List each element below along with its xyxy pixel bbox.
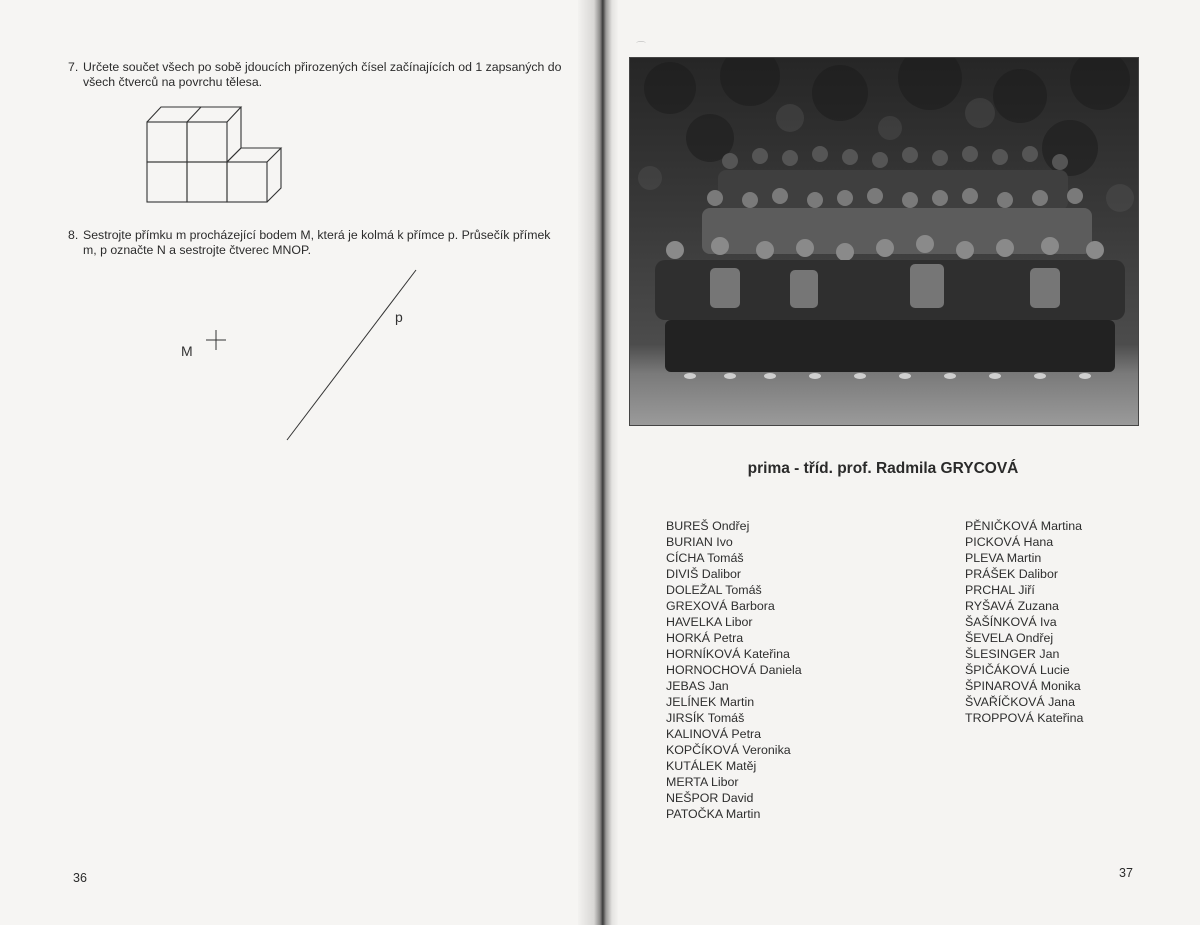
student-name: DIVIŠ Dalibor [666, 567, 742, 581]
book-gutter [578, 0, 618, 925]
student-name: JEBAS Jan [666, 679, 729, 693]
left-page [0, 0, 596, 925]
student-name: KALINOVÁ Petra [666, 727, 762, 741]
student-name: HORKÁ Petra [666, 631, 744, 645]
task-8 [68, 228, 588, 260]
student-name: KUTÁLEK Matěj [666, 759, 757, 773]
student-name: KOPČÍKOVÁ Veronika [666, 743, 791, 757]
student-name: PRCHAL Jiří [965, 583, 1035, 597]
student-name: HAVELKA Libor [666, 615, 753, 629]
student-name: ŠPINAROVÁ Monika [965, 679, 1081, 693]
student-name: RYŠAVÁ Zuzana [965, 599, 1059, 613]
student-name: TROPPOVÁ Kateřina [965, 711, 1084, 725]
line-p-label: p [395, 309, 403, 325]
student-name: JELÍNEK Martin [666, 695, 755, 709]
task-8-number: 8. [68, 228, 79, 242]
point-m-label: M [181, 343, 193, 359]
task-7-text: Určete součet všech po sobě jdoucích přirozených čísel začínajících od 1 zapsaných do všech čtverců na povrchu tělesa. [83, 60, 562, 89]
student-name: ŠLESINGER Jan [965, 647, 1060, 661]
student-name: MERTA Libor [666, 775, 739, 789]
student-name: ŠAŠÍNKOVÁ Iva [965, 615, 1057, 629]
student-name: CÍCHA Tomáš [666, 551, 744, 565]
student-name: PLEVA Martin [965, 551, 1042, 565]
student-name: ŠEVELA Ondřej [965, 631, 1054, 645]
page-number-left: 36 [73, 871, 87, 885]
line-p [287, 270, 416, 440]
page-number-right: 37 [1119, 866, 1133, 880]
construction-figure [170, 260, 430, 450]
cube-solid-figure [140, 100, 290, 210]
student-name: ŠVAŘÍČKOVÁ Jana [965, 695, 1075, 709]
student-name: ŠPIČÁKOVÁ Lucie [965, 663, 1070, 677]
student-name: PICKOVÁ Hana [965, 535, 1054, 549]
class-caption: prima - tříd. prof. Radmila GRYCOVÁ [747, 460, 1019, 477]
student-name: GREXOVÁ Barbora [666, 599, 775, 613]
scan-mark-icon: ⌒ [636, 42, 646, 53]
student-name: HORNÍKOVÁ Kateřina [666, 647, 790, 661]
student-name: DOLEŽAL Tomáš [666, 583, 762, 597]
student-name: NEŠPOR David [666, 791, 754, 805]
student-name: PRÁŠEK Dalibor [965, 567, 1058, 581]
student-name: PATOČKA Martin [666, 807, 761, 821]
student-name: BURIAN Ivo [666, 535, 733, 549]
student-name: BUREŠ Ondřej [666, 519, 750, 533]
student-name: HORNOCHOVÁ Daniela [666, 663, 802, 677]
student-list-left [666, 518, 802, 822]
student-list-right [965, 518, 1083, 726]
task-8-text: Sestrojte přímku m procházející bodem M, která je kolmá k přímce p. Průsečík přímek m, p označte N a sestrojte čtverec MNOP. [83, 228, 551, 257]
task-7 [68, 60, 588, 92]
student-name: PĚNIČKOVÁ Martina [965, 519, 1083, 533]
student-name: JIRSÍK Tomáš [666, 711, 745, 725]
task-7-number: 7. [68, 60, 79, 74]
class-photo [629, 57, 1139, 426]
